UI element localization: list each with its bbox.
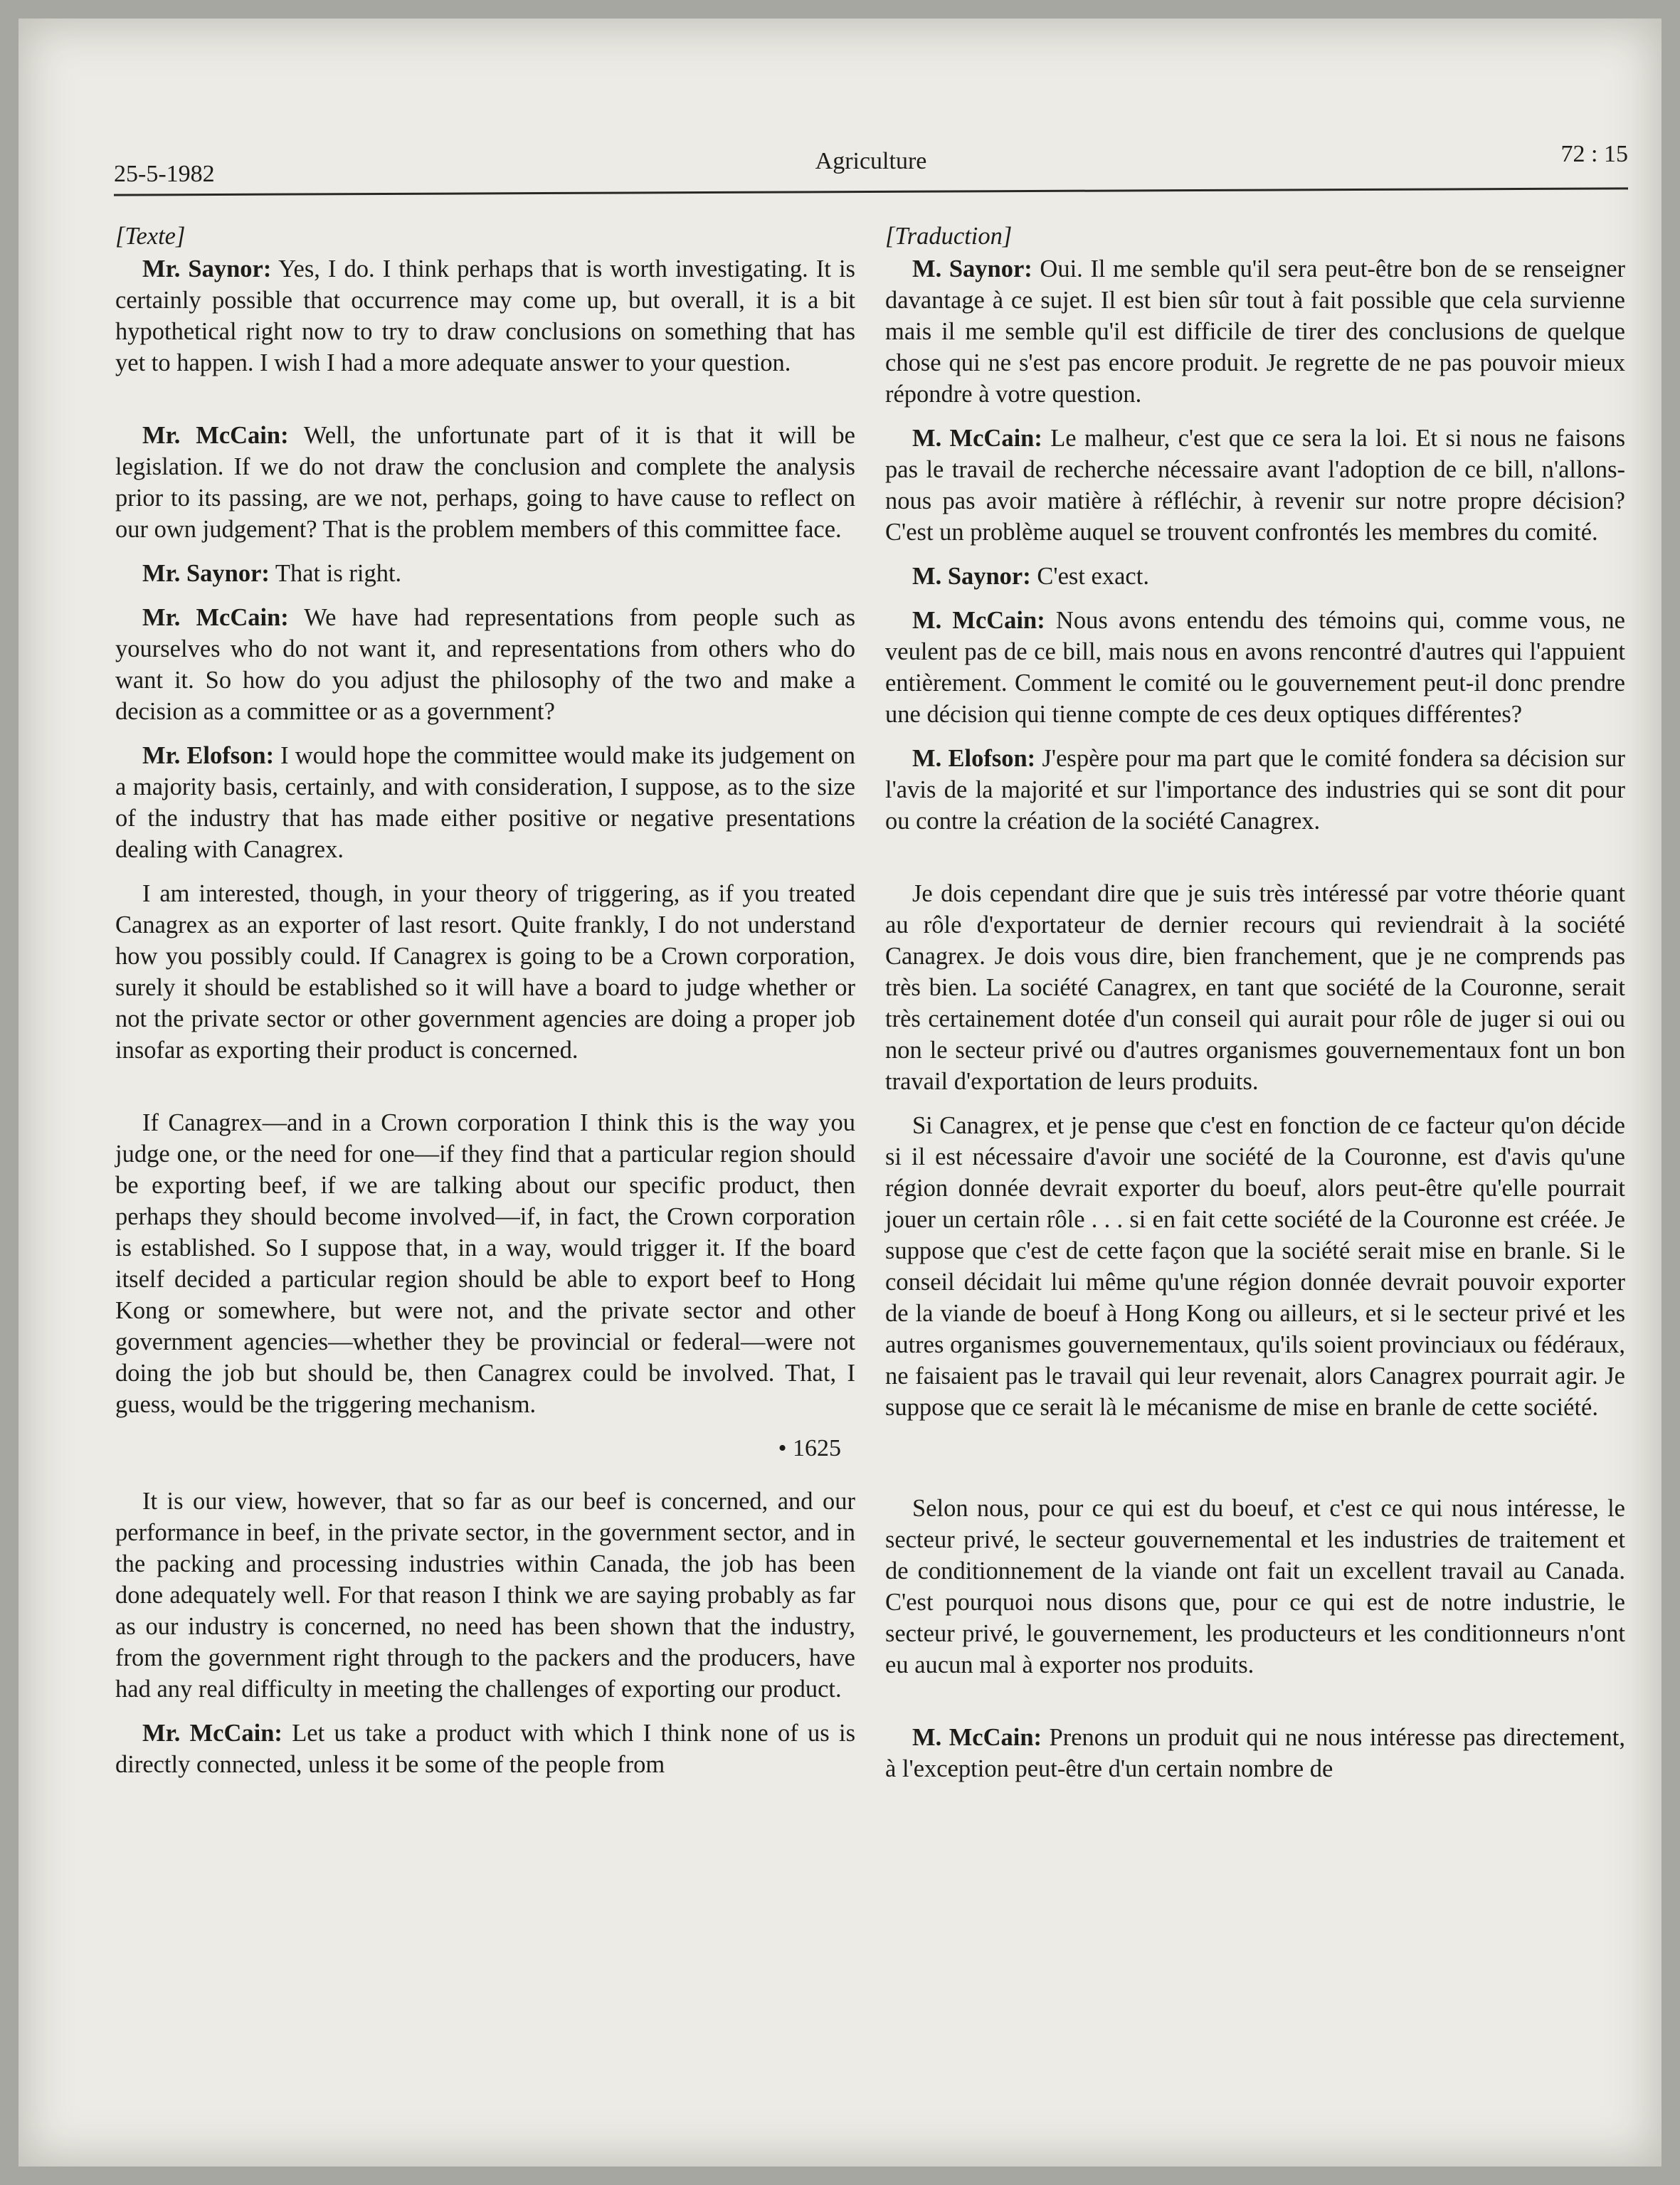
section-label: [Traduction] bbox=[885, 223, 1013, 250]
paragraph-text: Let us take a product with which I think none of us is directly connected, unless it be some of the people from bbox=[115, 1720, 856, 1778]
paragraph-text: C'est exact. bbox=[1037, 563, 1149, 590]
speaker: M. McCain: bbox=[912, 1724, 1042, 1751]
paragraph-text: Yes, I do. I think perhaps that is worth investigating. It is certainly possible that occurrence may come up, but overall, it is a bit hypothetical right now to try to draw conclusions on something that has yet to happen. I wish I had a more adequate answer to your question. bbox=[115, 255, 855, 376]
paragraph: Je dois cependant dire que je suis très intéressé par votre théorie quant au rôle d'exportateur de dernier recours qui reviendrait à la société Canagrex. Je dois vous dire, bien franchement, que je ne comprends pas très bien. La société Canagrex, en tant que société de la Couronne, serait très certainement dotée d'un conseil qui aurait pour rôle de juger si oui ou non le secteur privé ou d'autres organismes gouvernementaux font un bon travail d'exportation de leurs produits. bbox=[885, 880, 1625, 1095]
paragraph bbox=[115, 253, 855, 379]
document-page bbox=[107, 135, 1628, 2156]
paragraph-text: J'espère pour ma part que le comité fondera sa décision sur l'avis de la majorité et sur l'importance des industries qui se sont dit pour ou contre la création de la société Canagrex. bbox=[885, 745, 1626, 835]
french-column bbox=[885, 221, 1625, 1797]
paragraph-text: Oui. Il me semble qu'il sera peut-être bon de se renseigner davantage à ce sujet. Il est bien sûr tout à fait possible que cela survienne mais il me semble qu'il est difficile de tirer des conclusions de quelque chose qui ne s'est pas encore produit. Je regrette de ne pas pouvoir mieux répondre à votre question. bbox=[885, 255, 1625, 408]
header-page-number: 72 : 15 bbox=[1560, 141, 1628, 167]
paragraph-text: Prenons un produit qui ne nous intéresse pas directement, à l'exception peut-être d'un certain nombre de bbox=[885, 1724, 1626, 1782]
time-marker: • 1625 bbox=[778, 1435, 841, 1461]
section-label: [Texte] bbox=[115, 223, 186, 250]
paragraph-text: That is right. bbox=[275, 560, 402, 587]
speaker: M. Saynor: bbox=[912, 255, 1032, 282]
paragraph bbox=[115, 1718, 855, 1780]
paragraph: Si Canagrex, et je pense que c'est en fonction de ce facteur qu'on décide si il est nécessaire d'avoir une société de la Couronne, est d'avis qu'une région donnée devrait exporter du boeuf, alors peut-être qu'elle pourrait jouer un certain rôle . . . si en fait cette société de la Couronne est créée. Je suppose que c'est de cette façon que la société serait mise en branle. Si le conseil décidait lui même qu'une région donnée devrait pouvoir exporter de la viande de boeuf à Hong Kong ou ailleurs, et si le secteur privé et les autres organismes gouvernementaux, qu'ils soient provinciaux ou fédéraux, ne faisaient pas le travail qui leur revenait, alors Canagrex pourrait agir. Je suppose que ce serait là le mécanisme de mise en branle de cette société. bbox=[885, 1112, 1625, 1421]
paragraph bbox=[885, 1722, 1625, 1784]
speaker: Mr. Saynor: bbox=[142, 560, 270, 587]
paragraph: I am interested, though, in your theory of triggering, as if you treated Canagrex as an exporter of last resort. Quite frankly, I do not understand how you possibly could. If Canagrex is going to be a Crown corporation, surely it should be established so it will have a board to judge whether or not the private sector or other government agencies are doing a proper job insofar as exporting their product is concerned. bbox=[115, 880, 855, 1064]
speaker: Mr. Saynor: bbox=[142, 255, 272, 282]
paragraph: It is our view, however, that so far as our beef is concerned, and our performance in beef, in the private sector, in the government sector, and in the packing and processing industries within Canada, the job has been done adequately well. For that reason I think we are saying probably as far as our industry is concerned, no need has been shown that the industry, from the government right through to the packers and the producers, have had any real difficulty in meeting the challenges of exporting our product. bbox=[115, 1488, 855, 1703]
english-column bbox=[115, 221, 855, 1793]
paragraph bbox=[885, 561, 1625, 592]
speaker: Mr. McCain: bbox=[142, 422, 289, 449]
speaker: M. McCain: bbox=[912, 607, 1045, 634]
header-title: Agriculture bbox=[815, 148, 927, 174]
paragraph bbox=[885, 743, 1625, 837]
paragraph bbox=[115, 420, 855, 545]
speaker: M. Elofson: bbox=[912, 745, 1036, 772]
paragraph-text: I would hope the committee would make its judgement on a majority basis, certainly, and with consideration, I suppose, as to the size of the industry that has made either positive or negative presentations dealing with Canagrex. bbox=[115, 742, 855, 863]
paragraph bbox=[885, 253, 1625, 410]
paragraph bbox=[885, 605, 1625, 730]
paragraph-text: Nous avons entendu des témoins qui, comme vous, ne veulent pas de ce bill, mais nous en avons rencontré d'autres qui l'appuient entièrement. Comment le comité ou le gouvernement peut-il donc prendre une décision qui tienne compte de ces deux optiques différentes? bbox=[885, 607, 1625, 728]
speaker: M. McCain: bbox=[912, 425, 1042, 452]
paragraph bbox=[115, 602, 855, 727]
paragraph bbox=[885, 423, 1625, 548]
paragraph: Selon nous, pour ce qui est du boeuf, et c'est ce qui nous intéresse, le secteur privé, le secteur gouvernemental et les industries de traitement et de conditionnement de la viande ont fait un excellent travail au Canada. C'est pourquoi nous disons que, pour ce qui est de notre industrie, le secteur privé, le gouvernement, les producteurs et les conditionneurs n'ont eu aucun mal à exporter nos produits. bbox=[885, 1495, 1625, 1678]
paragraph-text: Well, the unfortunate part of it is that it will be legislation. If we do not draw the conclusion and complete the analysis prior to its passing, are we not, perhaps, going to have cause to reflect on our own judgement? That is the problem members of this committee face. bbox=[115, 422, 855, 543]
speaker: M. Saynor: bbox=[912, 563, 1031, 590]
paragraph-text: We have had representations from people such as yourselves who do not want it, and representations from others who do want it. So how do you adjust the philosophy of the two and make a decision as a committee or as a government? bbox=[115, 604, 855, 725]
speaker: Mr. McCain: bbox=[142, 1720, 282, 1747]
paragraph: If Canagrex—and in a Crown corporation I think this is the way you judge one, or the need for one—if they find that a particular region should be exporting beef, if we are talking about our specific product, then perhaps they should become involved—if, in fact, the Crown corporation is established. So I suppose that, in a way, would trigger it. If the board itself decided a particular region should be able to export beef to Hong Kong or somewhere, but were not, and the private sector and other government agencies—whether they be provincial or federal—were not doing the job but should be, then Canagrex could be involved. That, I guess, would be the triggering mechanism. bbox=[115, 1109, 855, 1418]
speaker: Mr. Elofson: bbox=[142, 742, 275, 769]
header-date: 25-5-1982 bbox=[114, 161, 215, 187]
paragraph-text: Le malheur, c'est que ce sera la loi. Et si nous ne faisons pas le travail de recherche nécessaire avant l'adoption de ce bill, n'allons-nous pas avoir matière à réfléchir, à revenir sur notre propre décision? C'est un problème auquel se trouvent confrontés les membres du comité. bbox=[885, 425, 1625, 546]
paragraph bbox=[115, 740, 855, 865]
page-header bbox=[114, 135, 1628, 192]
speaker: Mr. McCain: bbox=[142, 604, 289, 631]
paragraph bbox=[115, 558, 855, 589]
